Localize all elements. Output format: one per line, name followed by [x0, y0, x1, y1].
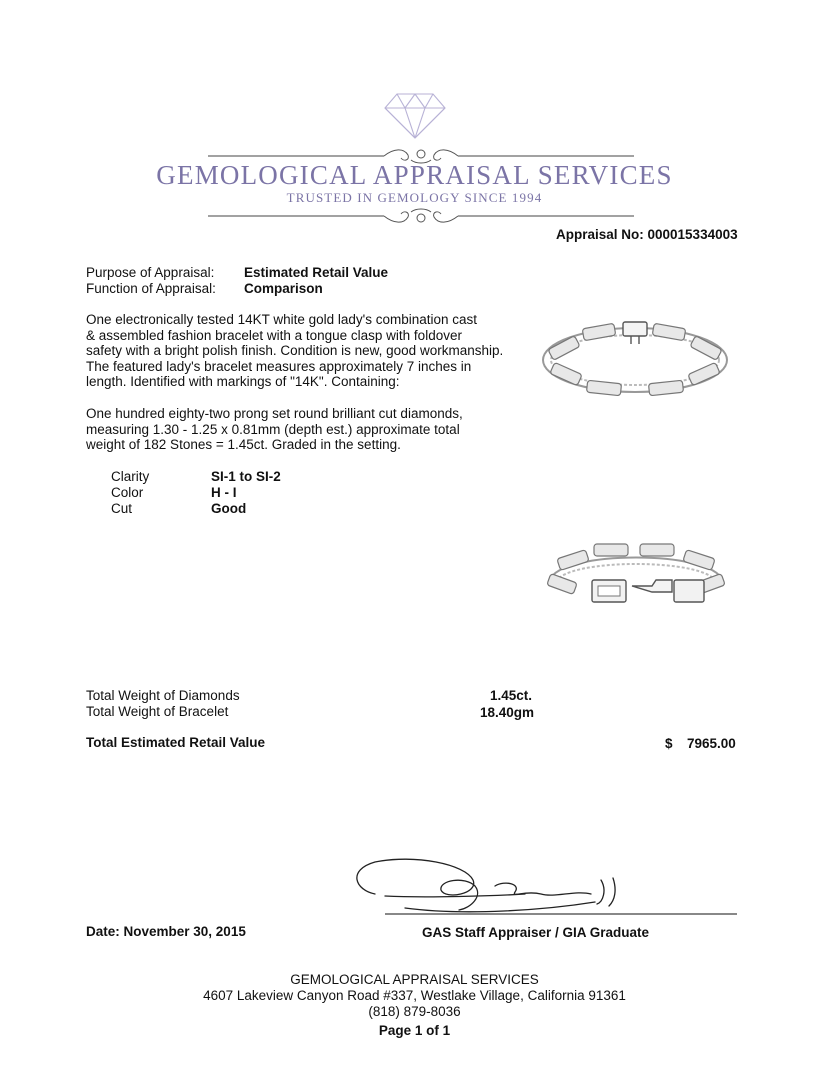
item-description [86, 312, 526, 390]
color-value: H - I [211, 485, 237, 500]
clarity-label: Clarity [111, 469, 150, 484]
appraisal-number: Appraisal No: 000015334003 [556, 227, 738, 242]
logo [0, 0, 829, 230]
company-name: GEMOLOGICAL APPRAISAL SERVICES [156, 160, 673, 190]
description-line: One electronically tested 14KT white gold lady's combination cast [86, 312, 478, 327]
function-label: Function of Appraisal: [86, 281, 216, 296]
retail-value: 7965.00 [687, 736, 736, 751]
diamond-description [86, 406, 526, 453]
cut-value: Good [211, 501, 247, 516]
footer-company: GEMOLOGICAL APPRAISAL SERVICES [290, 972, 539, 987]
diamond-line: weight of 182 Stones = 1.45ct. Graded in the setting. [86, 437, 401, 452]
description-line: length. Identified with markings of "14K". Containing: [86, 374, 400, 389]
bracelet-photo-top [535, 318, 735, 402]
footer-address: 4607 Lakeview Canyon Road #337, Westlake Village, California 91361 [203, 988, 626, 1003]
bracelet-photo-bottom [540, 540, 732, 610]
purpose-label: Purpose of Appraisal: [86, 265, 215, 280]
company-tagline: TRUSTED IN GEMOLOGY SINCE 1994 [286, 190, 543, 205]
diamond-line: measuring 1.30 - 1.25 x 0.81mm (depth est.) approximate total [86, 421, 460, 437]
currency-symbol: $ [665, 736, 673, 751]
retail-value-label: Total Estimated Retail Value [86, 735, 266, 750]
bottom-ornament-divider [208, 206, 634, 226]
diamond-weight-value: 1.45ct. [490, 688, 533, 703]
page-number: Page 1 of 1 [378, 1023, 451, 1038]
footer-phone: (818) 879-8036 [368, 1004, 461, 1019]
appraiser-title: GAS Staff Appraiser / GIA Graduate [422, 925, 650, 940]
clarity-value: SI-1 to SI-2 [211, 469, 281, 484]
description-line: & assembled fashion bracelet with a tongue clasp with foldover [86, 327, 462, 343]
bracelet-weight-label: Total Weight of Bracelet [86, 704, 229, 719]
cut-label: Cut [111, 501, 133, 516]
diamond-line: One hundred eighty-two prong set round brilliant cut diamonds, [86, 406, 463, 421]
bracelet-weight-value: 18.40gm [480, 705, 535, 720]
purpose-value: Estimated Retail Value [244, 265, 389, 280]
function-value: Comparison [244, 281, 323, 296]
appraisal-date: Date: November 30, 2015 [86, 924, 246, 939]
description-line: The featured lady's bracelet measures approximately 7 inches in [86, 358, 472, 374]
diamond-weight-label: Total Weight of Diamonds [86, 688, 240, 703]
diamond-icon [383, 92, 447, 140]
color-label: Color [111, 485, 144, 500]
description-line: safety with a bright polish finish. Condition is new, good workmanship. [86, 343, 504, 358]
appraiser-signature [345, 850, 745, 922]
